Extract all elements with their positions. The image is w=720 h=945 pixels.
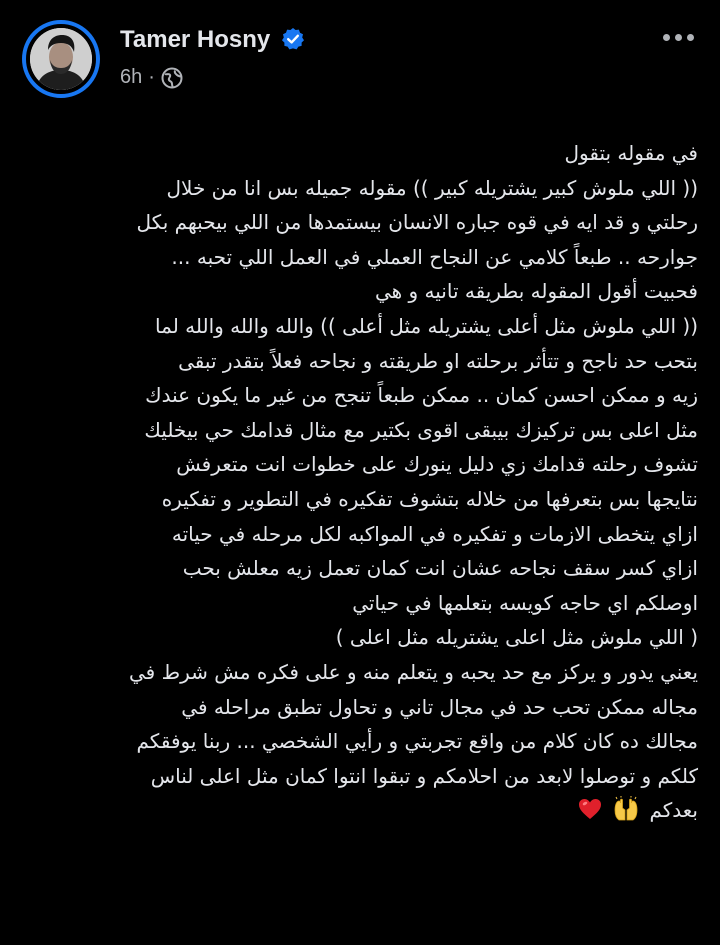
person-photo-icon [30, 28, 92, 90]
more-options-button[interactable] [658, 22, 698, 52]
post-text-line: (( اللي ملوش كبير يشتريله كبير )) مقوله جميله بس انا من خلال [166, 175, 698, 200]
post-text-line: مجاله ممكن تحب حد في مجال تاني و تحاول تطبق مراحله في [181, 694, 698, 719]
post-text-line: نتايجها بس بتعرفها من خلاله بتشوف تفكيره في التطوير و تفكيره [161, 486, 698, 511]
post-time[interactable]: 6h [120, 66, 143, 88]
post-text-line: فحبيت أقول المقوله بطريقه تانيه و هي [374, 279, 698, 304]
more-dot-icon [687, 34, 694, 41]
post-text-line: في مقوله بتقول [564, 141, 698, 165]
post-last-line [22, 793, 698, 828]
raising-hands-emoji [613, 796, 639, 822]
post-text-line: ازاي كسر سقف نجاحه عشان انت كمان تعمل زيه معلش بحب [182, 556, 698, 581]
post-text-line: زيه و ممكن احسن كمان .. ممكن طبعاً تنجح من غير ما يكون عندك [145, 383, 698, 408]
author-name[interactable] [120, 26, 305, 54]
post-text-line: كلكم و توصلوا لابعد من احلامكم و تبقوا انتوا كمان مثل اعلى لناس [150, 763, 698, 788]
post-text-line: اوصلكم اي حاجه كويسه بتعلمها في حياتي [352, 590, 698, 615]
post-text-line: تشوف رحلته قدامك زي دليل ينورك على خطوات انت متعرفش [176, 452, 698, 477]
red-heart-emoji [577, 796, 603, 822]
avatar-image [30, 28, 92, 90]
meta-separator: · [148, 66, 155, 88]
post-text-line: مثل اعلى بس تركيزك بيبقى اقوى بكتير مع مثال قدامك حي بيخليك [144, 417, 698, 442]
post-meta [120, 66, 183, 89]
post-text-line: (( اللي ملوش مثل أعلى يشتريله مثل أعلى )) والله والله والله لما [155, 313, 698, 338]
verified-badge-icon [281, 27, 305, 51]
post-body [22, 136, 698, 828]
post-text-line: ازاي يتخطى الازمات و تفكيره في المواكبه لكل مرحله في حياته [171, 521, 698, 546]
author-name-text: Tamer Hosny [120, 26, 271, 53]
profile-avatar[interactable] [22, 20, 100, 98]
globe-icon[interactable] [161, 67, 183, 89]
post-text-line: بعدكم [649, 798, 698, 823]
more-dot-icon [663, 34, 670, 41]
post-text-line: مجالك ده كان كلام من واقع تجربتي و رأيي الشخصي ... ربنا يوفقكم [136, 729, 698, 754]
post-header [22, 20, 698, 98]
post-text-line: بتحب حد ناجح و تتأثر برحلته او طريقته و نجاحه فعلاً بتقدر تبقى [178, 348, 698, 373]
more-dot-icon [675, 34, 682, 41]
post-text-line: يعني يدور و يركز مع حد يحبه و يتعلم منه و على فكره مش شرط في [129, 659, 698, 684]
post-text-line: رحلتي و قد ايه في قوه جباره الانسان بيستمدها من اللي بيحبهم بكل [136, 210, 698, 235]
post-text-line: جوارحه .. طبعاً كلامي عن النجاح العملي في العمل اللي تحبه ... [171, 244, 698, 269]
post-text-line: ( اللي ملوش مثل اعلى يشتريله مثل اعلى ) [335, 625, 698, 650]
